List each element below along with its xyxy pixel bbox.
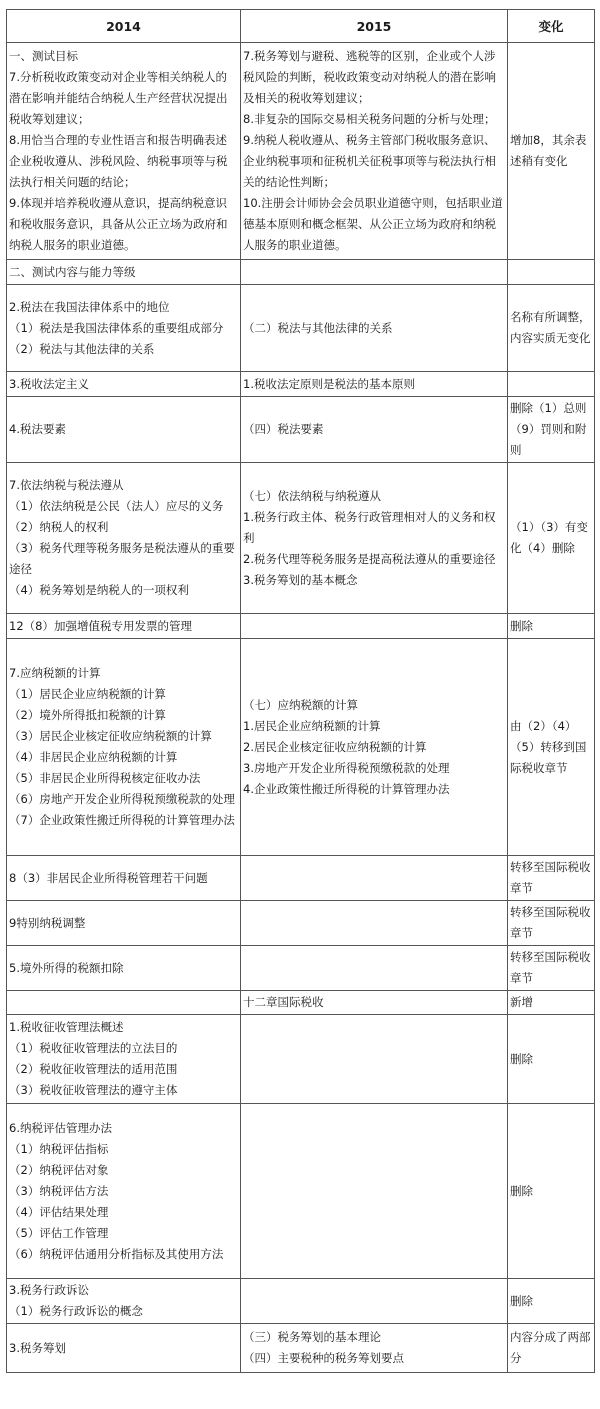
cell-text: （3）纳税评估方法 (9, 1183, 109, 1198)
table-row (7, 639, 595, 856)
cell-text: 3.税务行政诉讼 (9, 1283, 89, 1297)
cell-text: 3.税务筹划的基本概念 (243, 572, 358, 587)
cell-change (508, 1279, 595, 1324)
cell-2014 (7, 260, 241, 285)
cell-text: （2）纳税评估对象 (9, 1162, 109, 1177)
cell-2015 (241, 260, 508, 285)
cell-text: （2）税收征收管理法的适用范围 (9, 1062, 178, 1076)
cell-text: 2.居民企业核定征收应纳税额的计算 (243, 739, 427, 754)
cell-text: （5）评估工作管理 (9, 1225, 109, 1240)
header-2014: 2014 (7, 10, 241, 43)
cell-2014 (7, 43, 241, 260)
cell-text: （1）税法是我国法律体系的重要组成部分 (9, 320, 224, 335)
cell-2015 (241, 372, 508, 397)
cell-text: （1）居民企业应纳税额的计算 (9, 687, 166, 701)
cell-2014 (7, 991, 241, 1015)
cell-text: （7）企业政策性搬迁所得税的计算管理办法 (9, 813, 235, 827)
cell-text: （4）非居民企业应纳税额的计算 (9, 750, 178, 764)
table-row (7, 372, 595, 397)
cell-text: 内容分成了两部分 (510, 1330, 591, 1365)
table-row (7, 43, 595, 260)
cell-text: 5.境外所得的税额扣除 (9, 960, 124, 975)
cell-text: 3.房地产开发企业所得税预缴税款的处理 (243, 760, 450, 775)
cell-2015 (241, 991, 508, 1015)
cell-2015 (241, 614, 508, 639)
cell-text: 8.非复杂的国际交易相关税务问题的分析与处理； (243, 112, 496, 126)
cell-text: 9.纳税人税收遵从、税务主管部门税收服务意识、企业纳税事项和征税机关征税事项等与税法执行相关的结论性判断； (243, 133, 496, 189)
cell-text: 1.税务行政主体、税务行政管理相对人的义务和权利 (243, 509, 496, 545)
cell-text: 4.税法要素 (9, 422, 66, 436)
cell-2014 (7, 614, 241, 639)
table-row (7, 614, 595, 639)
cell-text: （四）主要税种的税务筹划要点 (243, 1351, 404, 1365)
cell-text: 8.用恰当合理的专业性语言和报告明确表述企业税收遵从、涉税风险、纳税事项等与税法执行相关问题的结论； (9, 133, 228, 189)
cell-text: （1）纳税评估指标 (9, 1141, 109, 1156)
cell-text: （三）税务筹划的基本理论 (243, 1330, 381, 1344)
cell-change (508, 285, 595, 372)
cell-text: （6）纳税评估通用分析指标及其使用方法 (9, 1246, 224, 1261)
table-row (7, 1279, 595, 1324)
cell-text: （1）依法纳税是公民（法人）应尽的义务 (9, 499, 224, 513)
cell-text: （6）房地产开发企业所得税预缴税款的处理 (9, 792, 235, 806)
cell-text: （2）境外所得抵扣税额的计算 (9, 708, 166, 722)
table-row (7, 1015, 595, 1104)
cell-text: 12（8）加强增值税专用发票的管理 (9, 618, 192, 633)
table-row (7, 901, 595, 946)
cell-change (508, 463, 595, 614)
cell-2014 (7, 946, 241, 991)
cell-text: 新增 (510, 995, 533, 1009)
cell-2015 (241, 463, 508, 614)
cell-change (508, 397, 595, 463)
cell-text: 删除 (510, 1051, 533, 1066)
comparison-table-wrapper (6, 9, 594, 1373)
cell-text: 删除（1）总则（9）罚则和附则 (510, 401, 587, 457)
cell-text: 增加8，其余表述稍有变化 (510, 133, 587, 168)
cell-text: （3）居民企业核定征收应纳税额的计算 (9, 729, 212, 743)
cell-2014 (7, 1324, 241, 1373)
cell-change (508, 639, 595, 856)
cell-text: （3）税收征收管理法的遵守主体 (9, 1083, 178, 1097)
table-row (7, 946, 595, 991)
cell-change (508, 856, 595, 901)
cell-text: （1）税务行政诉讼的概念 (9, 1304, 143, 1318)
cell-change (508, 1015, 595, 1104)
cell-change (508, 946, 595, 991)
cell-2014 (7, 372, 241, 397)
cell-text: （七）依法纳税与纳税遵从 (243, 488, 381, 503)
cell-2014 (7, 397, 241, 463)
cell-text: 4.企业政策性搬迁所得税的计算管理办法 (243, 781, 450, 796)
cell-text: 10.注册会计师协会会员职业道德守则，包括职业道德基本原则和概念框架、从公正立场为政府和纳税人服务的职业道德。 (243, 196, 503, 252)
cell-2015 (241, 1015, 508, 1104)
cell-text: 由（2）（4）（5）转移到国际税收章节 (510, 718, 587, 775)
cell-text: 6.纳税评估管理办法 (9, 1120, 112, 1135)
cell-2015 (241, 946, 508, 991)
header-2015: 2015 (241, 10, 508, 43)
cell-text: 7.税务筹划与避税、逃税等的区别，企业或个人涉税风险的判断，税收政策变动对纳税人的潜在影响及相关的税收筹划建议； (243, 49, 496, 105)
table-row (7, 285, 595, 372)
cell-text: 转移至国际税收章节 (510, 905, 591, 940)
cell-text: 1.税收征收管理法概述 (9, 1020, 124, 1034)
cell-text: 2.税务代理等税务服务是提高税法遵从的重要途径 (243, 551, 496, 566)
cell-change (508, 260, 595, 285)
cell-text: 7.依法纳税与税法遵从 (9, 478, 124, 492)
cell-2015 (241, 1279, 508, 1324)
table-row (7, 1104, 595, 1279)
cell-text: 名称有所调整，内容实质无变化 (510, 310, 591, 345)
cell-2014 (7, 856, 241, 901)
cell-text: 7.分析税收政策变动对企业等相关纳税人的潜在影响并能结合纳税人生产经营状况提出税收筹划建议； (9, 70, 228, 126)
cell-text: 2.税法在我国法律体系中的地位 (9, 299, 170, 314)
cell-text: 1.居民企业应纳税额的计算 (243, 718, 381, 733)
cell-text: 3.税务筹划 (9, 1340, 66, 1355)
cell-text: 转移至国际税收章节 (510, 860, 591, 895)
cell-text: （二）税法与其他法律的关系 (243, 320, 393, 335)
cell-text: 9.体现并培养税收遵从意识，提高纳税意识和税收服务意识，具备从公正立场为政府和纳税人服务的职业道德。 (9, 196, 228, 252)
cell-text: 7.应纳税额的计算 (9, 666, 101, 680)
cell-2015 (241, 639, 508, 856)
table-row (7, 260, 595, 285)
cell-text: （1）（3）有变化（4）删除 (510, 520, 588, 555)
table-row (7, 856, 595, 901)
table-row (7, 397, 595, 463)
table-row (7, 463, 595, 614)
cell-text: 3.税收法定主义 (9, 376, 89, 391)
cell-text: 删除 (510, 1293, 533, 1308)
header-change: 变化 (508, 10, 595, 43)
cell-2015 (241, 43, 508, 260)
cell-text: （4）评估结果处理 (9, 1204, 109, 1219)
cell-text: 1.税收法定原则是税法的基本原则 (243, 376, 415, 391)
cell-text: 删除 (510, 618, 533, 633)
cell-change (508, 991, 595, 1015)
cell-2015 (241, 397, 508, 463)
syllabus-comparison-table (6, 9, 595, 1373)
cell-text: （四）税法要素 (243, 422, 324, 436)
cell-2015 (241, 1104, 508, 1279)
cell-text: （七）应纳税额的计算 (243, 697, 358, 712)
cell-2014 (7, 1015, 241, 1104)
cell-text: 十二章国际税收 (243, 995, 324, 1009)
cell-change (508, 901, 595, 946)
cell-text: （2）纳税人的权利 (9, 520, 109, 534)
cell-text: （4）税务筹划是纳税人的一项权利 (9, 583, 189, 597)
cell-2014 (7, 639, 241, 856)
table-row (7, 991, 595, 1015)
cell-text: （1）税收征收管理法的立法目的 (9, 1041, 178, 1055)
cell-text: （2）税法与其他法律的关系 (9, 341, 155, 356)
table-body (7, 43, 595, 1373)
cell-change (508, 614, 595, 639)
cell-2015 (241, 1324, 508, 1373)
cell-2015 (241, 856, 508, 901)
header-row (7, 10, 595, 43)
cell-2014 (7, 1279, 241, 1324)
cell-2014 (7, 1104, 241, 1279)
cell-text: （5）非居民企业所得税核定征收办法 (9, 771, 201, 785)
cell-text: 转移至国际税收章节 (510, 950, 591, 985)
cell-text: （3）税务代理等税务服务是税法遵从的重要途径 (9, 541, 235, 576)
cell-change (508, 372, 595, 397)
cell-2015 (241, 901, 508, 946)
cell-text: 一、测试目标 (9, 49, 78, 63)
cell-2014 (7, 901, 241, 946)
cell-2014 (7, 285, 241, 372)
cell-2015 (241, 285, 508, 372)
cell-text: 8（3）非居民企业所得税管理若干问题 (9, 870, 208, 885)
cell-change (508, 1324, 595, 1373)
cell-change (508, 1104, 595, 1279)
cell-text: 9特别纳税调整 (9, 915, 86, 930)
cell-2014 (7, 463, 241, 614)
cell-text: 删除 (510, 1183, 533, 1198)
cell-text: 二、测试内容与能力等级 (9, 264, 136, 279)
cell-change (508, 43, 595, 260)
table-row (7, 1324, 595, 1373)
